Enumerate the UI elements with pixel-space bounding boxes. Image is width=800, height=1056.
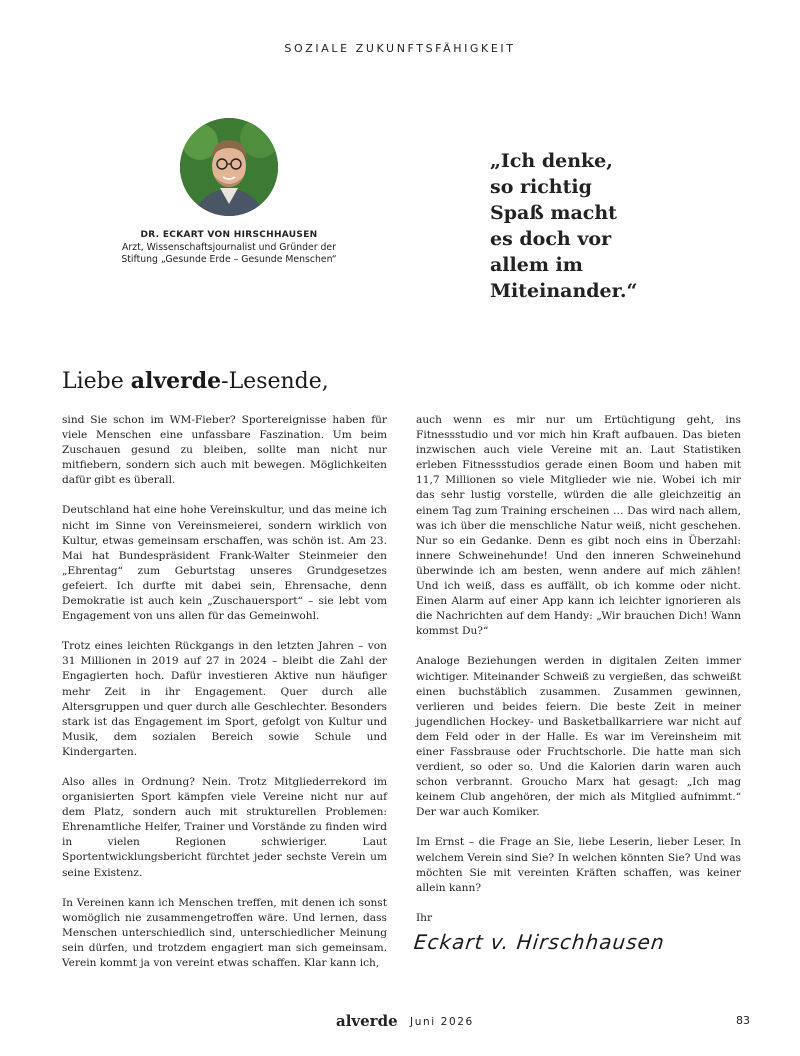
closing: Ihr	[416, 911, 433, 924]
signature: Eckart v. Hirschhausen	[412, 930, 666, 954]
greeting-pre: Liebe	[62, 369, 131, 394]
author-role: Arzt, Wissenschaftsjournalist und Gründer der Stiftung „Gesunde Erde – Gesunde Menschen“	[121, 241, 337, 265]
paragraph: Deutschland hat eine hohe Vereinskultur, und das meine ich nicht im Sinne von Vereinsmeierei, sondern wirklich von Kultur, etwas gemeinsam erschaffen, was schön ist. Am 23. Mai hat Bundespräsident Frank-Walter Steinmeier den „Ehrentag“ zum Geburtstag unseres Grundgesetzes gefeiert. Ich durfte mit dabei sein, Ehrensache, denn Demokratie ist auch kein „Zuschauersport“ – sie lebt vom Engagement von uns allen für das Gemeinwohl.	[62, 504, 387, 623]
greeting-brand: alverde	[130, 368, 222, 394]
paragraph: Trotz eines leichten Rückgangs in den letzten Jahren – von 31 Millionen in 2019 auf 27 in 2024 – bleibt die Zahl der Engagierten hoch. Dafür investieren Aktive nun häufiger mehr Zeit in ihr Engagement. Quer durch alle Altersgruppen und quer durch alle Geschlechter. Besonders stark ist das Engagement im Sport, gefolgt von Kultur und Musik, dem sozialen Bereich sowie Schule und Kindergarten.	[62, 640, 387, 758]
pull-quote: „Ich denke, so richtig Spaß macht es doch vor allem im Miteinander.“	[490, 150, 638, 302]
greeting-post: -Lesende,	[221, 369, 329, 394]
author-portrait	[180, 118, 278, 216]
section-header: SOZIALE ZUKUNFTSFÄHIGKEIT	[284, 42, 516, 55]
footer-date: Juni 2026	[410, 1016, 474, 1028]
author-name: DR. ECKART VON HIRSCHHAUSEN	[140, 230, 318, 240]
author-caption	[118, 229, 340, 267]
left-text-column	[62, 413, 387, 986]
paragraph: Analoge Beziehungen werden in digitalen Zeiten immer wichtiger. Miteinander Schweiß zu vergießen, das schweißt einen buchstäblich zusammen. Zusammen gewinnen, verlieren und beides feiern. Die beste Zeit in meiner jugendlichen Hockey- und Basketballkarriere war nicht auf dem Feld oder in der Halle. Es war im Vereinsheim mit einer Fassbrause oder Fruchtschorle. Die hatte man sich verdient, so oder so. Und die Kalorien darin waren auch schon verbrannt. Groucho Marx hat gesagt: „Ich mag keinem Club angehören, der mich als Mitglied aufnimmt.“ Der war auch Komiker.	[416, 655, 741, 819]
paragraph: auch wenn es mir nur um Ertüchtigung geht, ins Fitnessstudio und vor mich hin Kraft aufbauen. Das bieten inzwischen auch viele Vereine mit an. Laut Statistiken erleben Fitnessstudios gerade einen Boom und haben mit 11,7 Millionen so viele Mitglieder wie nie. Wobei ich mir das sehr lustig vorstelle, würden die alle gleichzeitig an einem Tag zum Training erscheinen … Das wird nach allem, was ich über die menschliche Natur weiß, nicht geschehen. Nur so ein Gedanke. Denn es gibt noch eins in Überzahl: innere Schweinehunde! Und den inneren Schweinehund überwinde ich am besten, wenn andere auf mich zählen! Und ich weiß, dass es auffällt, ob ich komme oder nicht. Einen Alarm auf einer App kann ich leichter ignorieren als die Nachrichten auf dem Handy: „Wir brauchen Dich! Wann kommst Du?“	[416, 414, 741, 638]
letter-greeting	[62, 368, 562, 394]
paragraph: sind Sie schon im WM-Fieber? Sportereignisse haben für viele Menschen eine unfassbare Faszination. Um beim Zuschauen gesund zu bleiben, sollte man nicht nur mitfiebern, sondern sich auch mit bewegen. Möglichkeiten dafür gibt es überall.	[62, 414, 387, 487]
page-number: 83	[736, 1014, 750, 1027]
footer-brand-logo: alverde	[336, 1012, 398, 1030]
right-text-column	[416, 413, 741, 941]
paragraph: In Vereinen kann ich Menschen treffen, mit denen ich sonst womöglich nie zusammengetroffen wäre. Und lernen, dass Menschen unterschiedlich sind, unterschiedlicher Meinung sein dürfen, und trotzdem engagiert man sich gemeinsam. Verein kommt ja von vereint etwas schaffen. Klar kann ich,	[62, 896, 387, 969]
author-photo	[180, 118, 278, 216]
paragraph: Also alles in Ordnung? Nein. Trotz Mitgliederrekord im organisierten Sport kämpfen viele Vereine nicht nur auf dem Platz, sondern auch mit strukturellen Problemen: Ehrenamtliche Helfer, Trainer und Vorstände zu finden wird in vielen Regionen schwieriger. Laut Sportentwicklungsbericht fürchtet jeder sechste Verein um seine Existenz.	[62, 775, 387, 879]
paragraph: Im Ernst – die Frage an Sie, liebe Leserin, lieber Leser. In welchem Verein sind Sie? In welchen könnten Sie? Und was möchten Sie mit vereinten Kräften schaffen, was keiner allein kann?	[416, 836, 741, 894]
